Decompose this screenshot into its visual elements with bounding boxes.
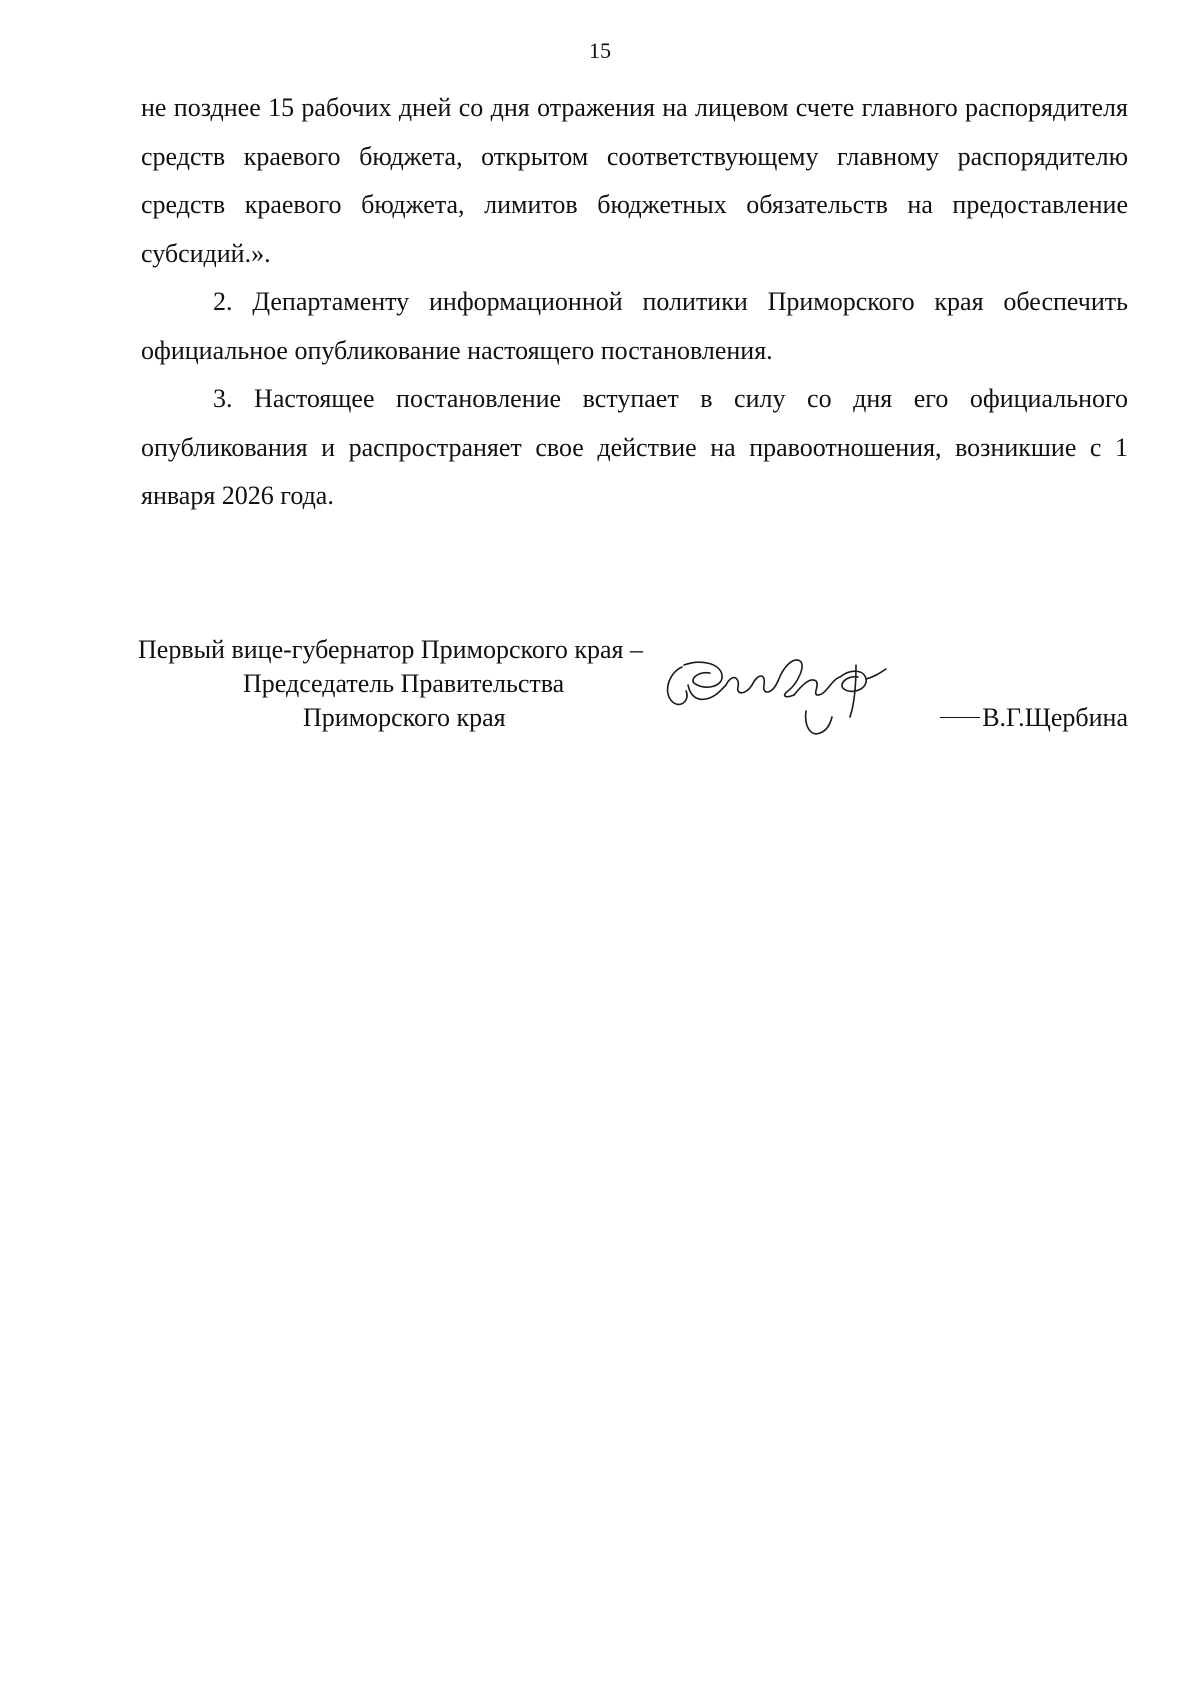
signature-block [138, 633, 1128, 743]
signature-dash [940, 717, 980, 718]
signer-name-text: В.Г.Щербина [982, 703, 1128, 732]
paragraph-item-3: 3. Настоящее постановление вступает в силу со дня его официального опубликования и распространяет свое действие на правоотношения, возникшие с 1 января 2026 года. [141, 384, 1128, 510]
signer-position-line-1: Первый вице-губернатор Приморского края – [138, 635, 643, 664]
signer-position-line-3: Приморского края [303, 703, 506, 732]
document-body [141, 84, 1128, 521]
handwritten-signature-icon [660, 655, 900, 760]
page-number: 15 [589, 38, 611, 63]
paragraph-item-2: 2. Департаменту информационной политики Приморского края обеспечить официальное опубликование настоящего постановления. [141, 287, 1128, 365]
signer-name [940, 701, 1128, 735]
signer-position-line-2: Председатель Правительства [243, 669, 565, 698]
paragraph-continuation: не позднее 15 рабочих дней со дня отражения на лицевом счете главного распорядителя средств краевого бюджета, открытом соответствующему главному распорядителю средств краевого бюджета, лимитов бюджетных обязательств на предоставление субсидий.». [141, 93, 1128, 268]
